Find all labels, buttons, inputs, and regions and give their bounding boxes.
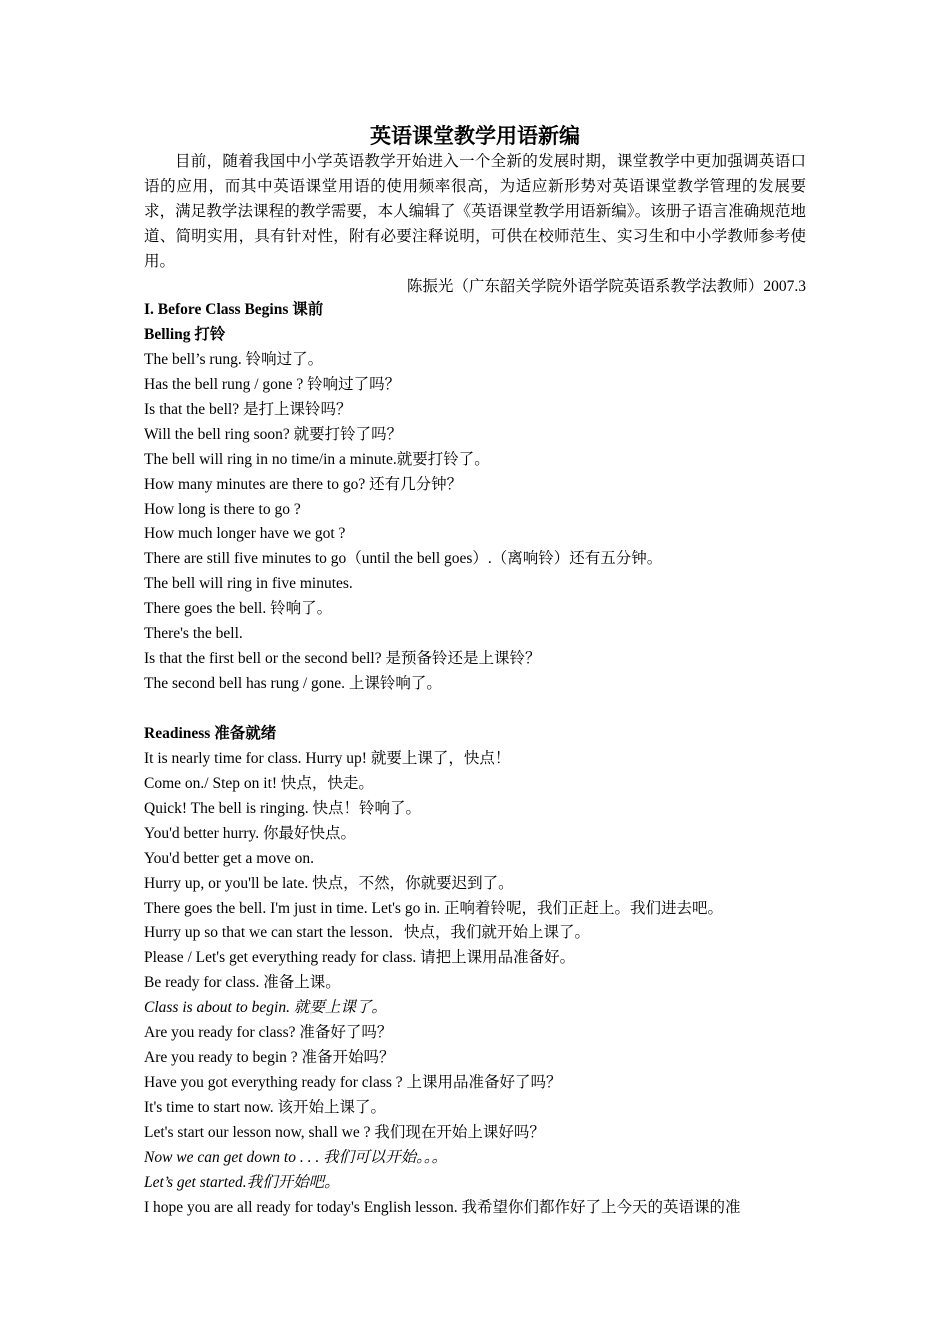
phrase-line: How much longer have we got ? bbox=[144, 525, 346, 543]
phrase-line-italic: Class is about to begin. 就要上课了。 bbox=[144, 999, 387, 1017]
phrase-line: How many minutes are there to go? 还有几分钟？ bbox=[144, 475, 463, 493]
phrase-line: There are still five minutes to go（until the bell goes）.（离响铃）还有五分钟。 bbox=[144, 550, 663, 568]
phrase-line: Will the bell ring soon? 就要打铃了吗？ bbox=[144, 425, 403, 443]
phrase-line: The bell’s rung. 铃响过了。 bbox=[144, 350, 324, 368]
document-body bbox=[144, 298, 824, 1221]
phrase-line: Is that the bell? 是打上课铃吗？ bbox=[144, 400, 352, 418]
phrase-line: Are you ready for class? 准备好了吗？ bbox=[144, 1024, 393, 1042]
phrase-line: The second bell has rung / gone. 上课铃响了。 bbox=[144, 675, 442, 693]
phrase-line: The bell will ring in five minutes. bbox=[144, 575, 353, 593]
phrase-line: How long is there to go ? bbox=[144, 500, 301, 518]
phrase-line: There's the bell. bbox=[144, 625, 243, 643]
phrase-line: Are you ready to begin ? 准备开始吗？ bbox=[144, 1049, 395, 1067]
phrase-line: It's time to start now. 该开始上课了。 bbox=[144, 1099, 387, 1116]
phrase-line: Let's start our lesson now, shall we ? 我们现在开始上课好吗？ bbox=[144, 1123, 545, 1141]
phrase-line: It is nearly time for class. Hurry up! 就要上课了，快点！ bbox=[144, 749, 511, 767]
phrase-line: Has the bell rung / gone ? 铃响过了吗？ bbox=[144, 375, 401, 393]
phrase-line-italic: Let’s get started.我们开始吧。 bbox=[144, 1173, 340, 1191]
author-line: 陈振光（广东韶关学院外语学院英语系教学法教师）2007.3 bbox=[406, 278, 806, 295]
intro-paragraph: 目前，随着我国中小学英语教学开始进入一个全新的发展时期，课堂教学中更加强调英语口语的应用，而其中英语课堂用语的使用频率很高，为适应新形势对英语课堂教学管理的发展要求，满足教学法课程的教学需要，本人编辑了《英语课堂教学用语新编》。该册子语言准确规范地道、简明实用，具有针对性，附有必要注释说明，可供在校师范生、实习生和中小学教师参考使用。 bbox=[144, 153, 806, 270]
subsection-heading-readiness: Readiness 准备就绪 bbox=[144, 724, 277, 742]
section-heading: I. Before Class Begins 课前 bbox=[144, 301, 324, 318]
phrase-line: The bell will ring in no time/in a minute.就要打铃了。 bbox=[144, 450, 490, 468]
phrase-line: I hope you are all ready for today's English lesson. 我希望你们都作好了上今天的英语课的准 bbox=[144, 1198, 741, 1216]
phrase-line: There goes the bell. 铃响了。 bbox=[144, 600, 333, 618]
phrase-line: Come on./ Step on it! 快点，快走。 bbox=[144, 774, 374, 792]
phrase-line: You'd better hurry. 你最好快点。 bbox=[144, 824, 357, 842]
phrase-line: Is that the first bell or the second bell? 是预备铃还是上课铃？ bbox=[144, 650, 541, 668]
phrase-line: Hurry up, or you'll be late. 快点，不然，你就要迟到了。 bbox=[144, 874, 514, 892]
phrase-line: Quick! The bell is ringing. 快点！铃响了。 bbox=[144, 799, 421, 817]
subsection-heading-belling: Belling 打铃 bbox=[144, 325, 226, 343]
phrase-line: There goes the bell. I'm just in time. Let's go in. 正响着铃呢，我们正赶上。我们进去吧。 bbox=[144, 899, 724, 917]
document-title: 英语课堂教学用语新编 bbox=[370, 124, 580, 148]
phrase-line: Hurry up so that we can start the lesson．快点，我们就开始上课了。 bbox=[144, 924, 590, 942]
phrase-line-italic: Now we can get down to . . . 我们可以开始。。。 bbox=[144, 1148, 448, 1166]
phrase-line: Please / Let's get everything ready for class. 请把上课用品准备好。 bbox=[144, 949, 576, 967]
phrase-line: You'd better get a move on. bbox=[144, 849, 314, 867]
phrase-line: Have you got everything ready for class ? 上课用品准备好了吗？ bbox=[144, 1074, 562, 1092]
phrase-line: Be ready for class. 准备上课。 bbox=[144, 974, 341, 992]
blank-line bbox=[144, 697, 824, 722]
